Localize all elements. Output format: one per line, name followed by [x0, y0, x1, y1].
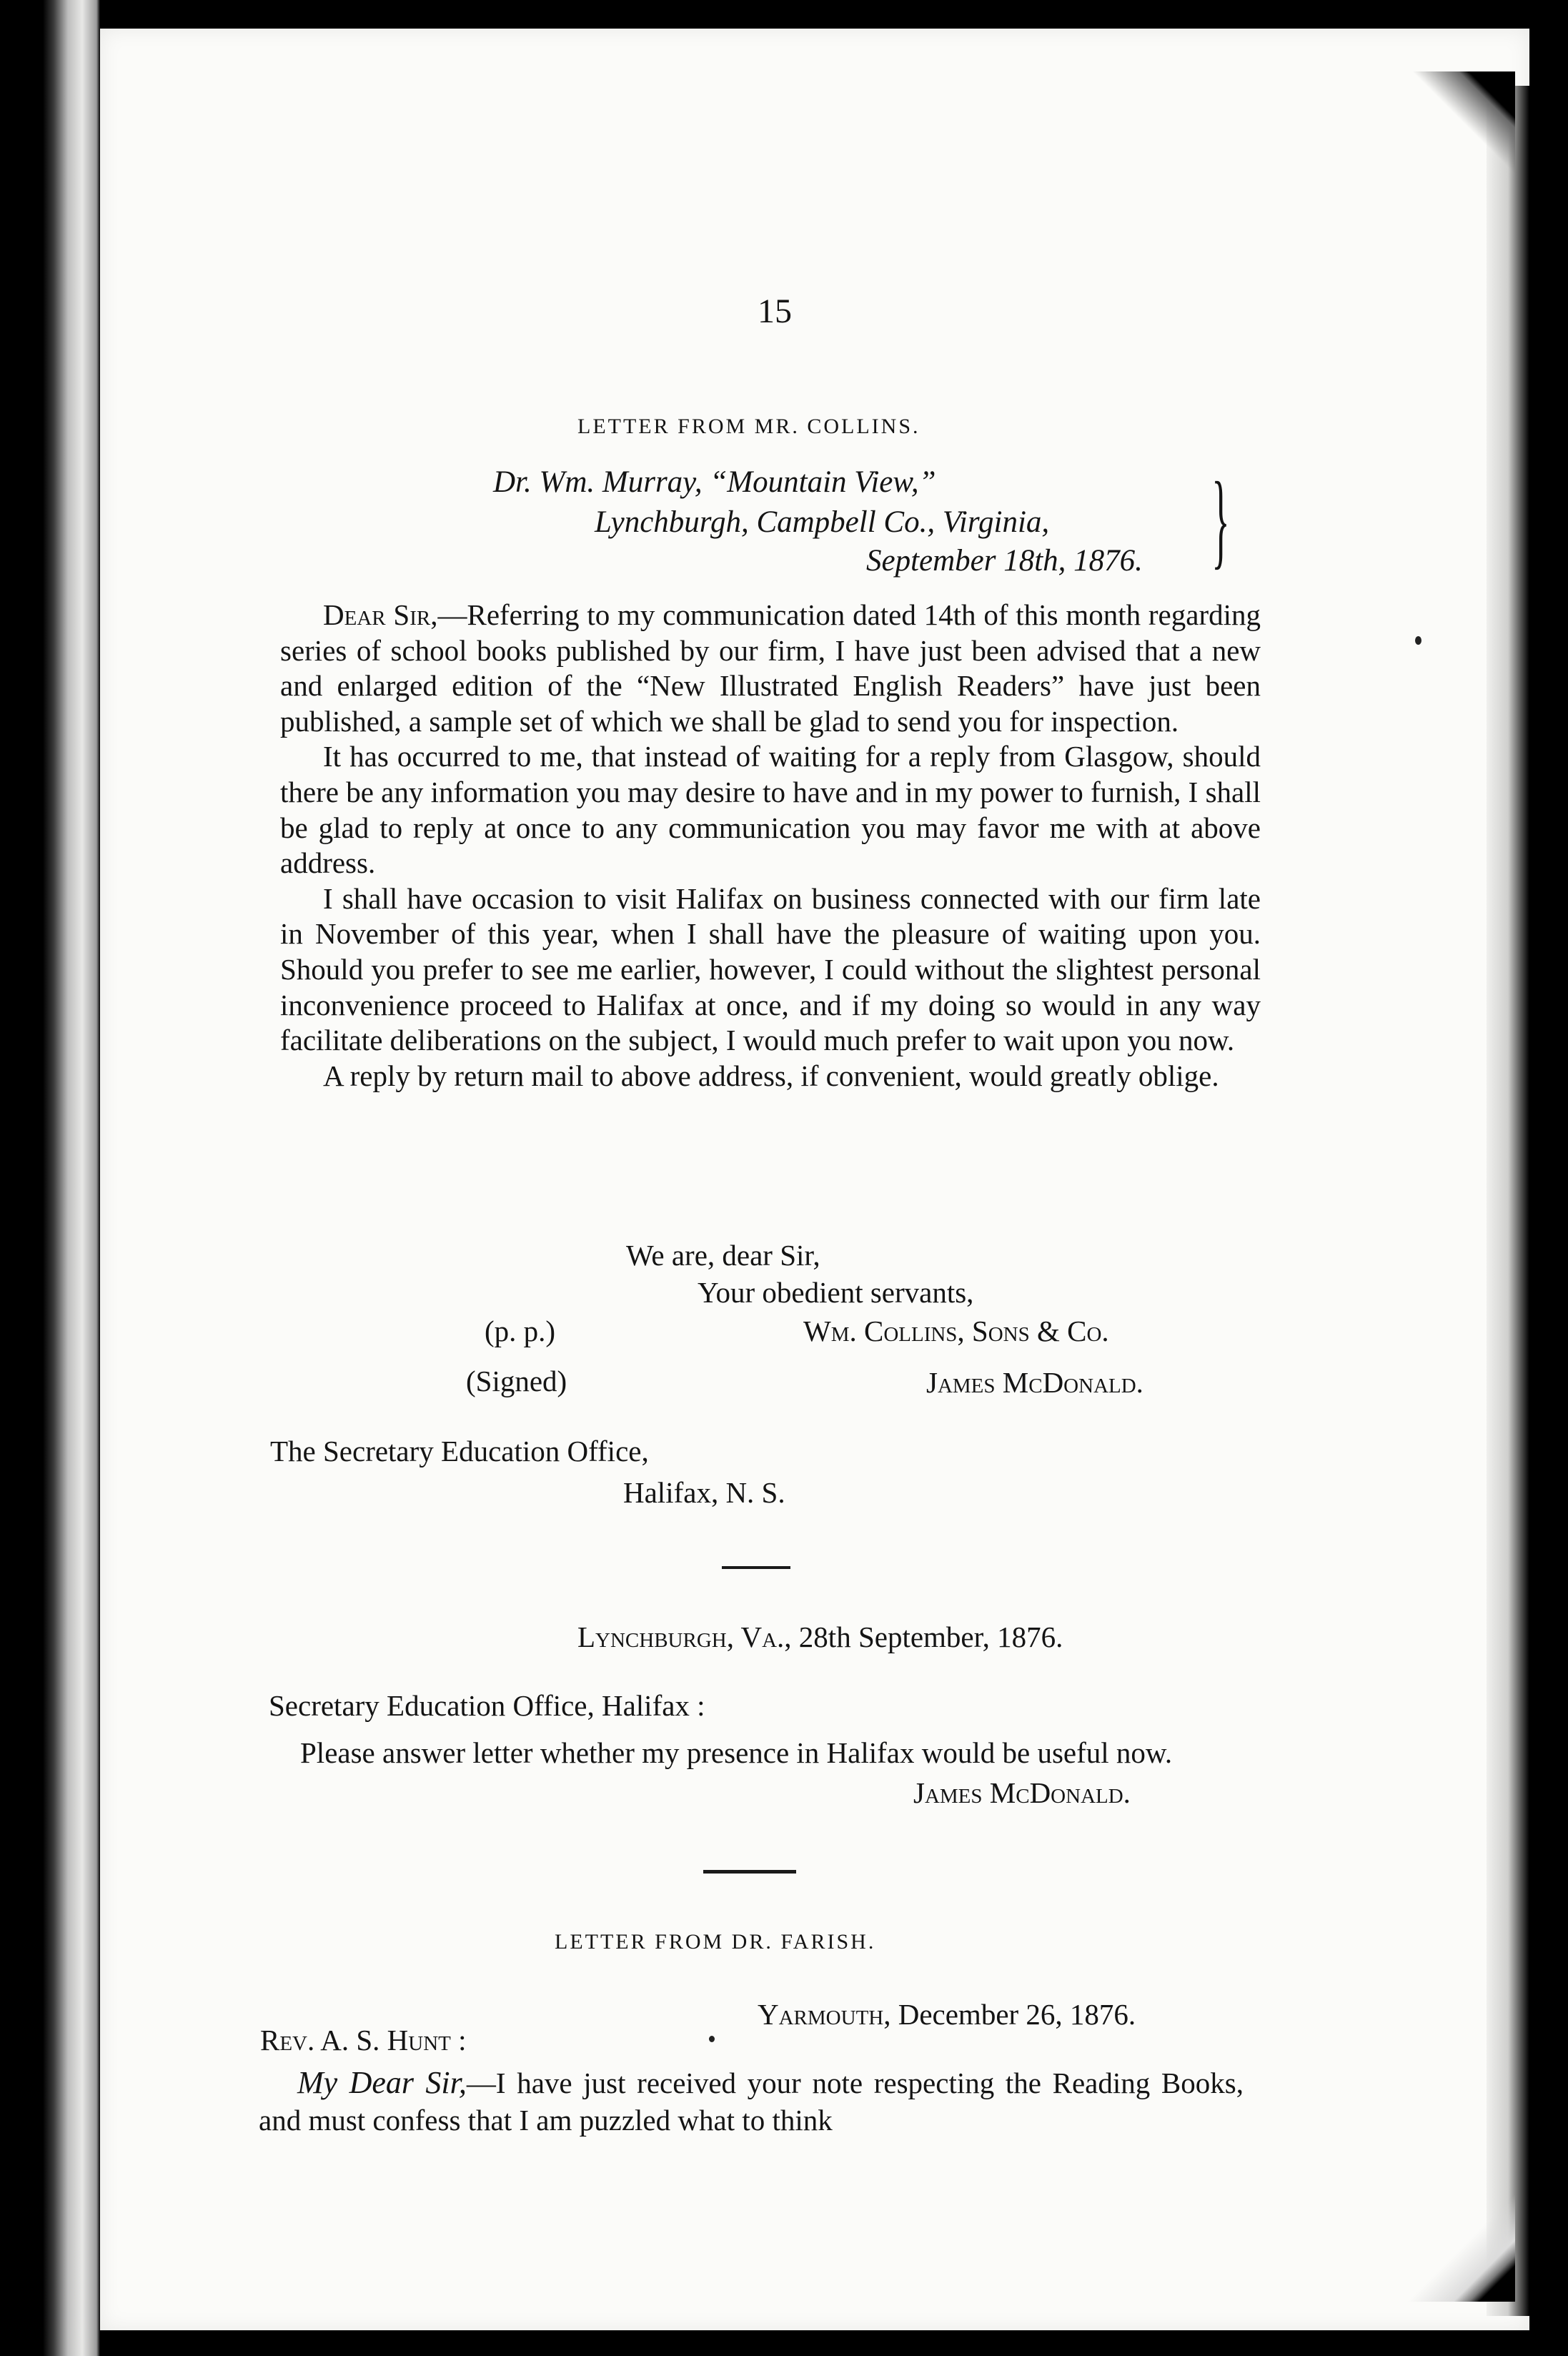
telegram-date-line [577, 1620, 1063, 1654]
ink-speck [709, 2036, 715, 2042]
telegram-signer: James McDonald. [913, 1776, 1131, 1809]
closing-line-1: We are, dear Sir, [626, 1239, 820, 1272]
page-corner-top-right [1401, 71, 1515, 214]
letter-paragraph-1: Dear Sir,—Referring to my communication dated 14th of this month regarding series of school books published by our firm, I have just been advised that a new and enlarged edition of the “New Illustrated English Readers” have just been published, a sample set of which we shall be glad to send you for inspection. [280, 598, 1261, 738]
section-divider [703, 1870, 796, 1874]
farish-place: Yarmouth [758, 1998, 884, 2031]
telegram-date: , 28th September, 1876. [784, 1620, 1063, 1653]
farish-date: , December 26, 1876. [883, 1998, 1136, 2031]
firm-signature: Wm. Collins, Sons & Co. [803, 1315, 1109, 1347]
address-brace: } [1211, 460, 1230, 579]
section-divider [722, 1566, 790, 1569]
farish-letter-body [259, 2064, 1244, 2139]
farish-salutation: My Dear Sir, [297, 2065, 467, 2100]
page-corner-bottom-right [1401, 2159, 1515, 2302]
telegram-body [269, 1736, 1241, 1770]
telegram-recipient: Secretary Education Office, Halifax : [269, 1689, 705, 1722]
address-line-2: Lynchburgh, Campbell Co., Virginia, [595, 505, 1050, 539]
collins-letter-body [280, 598, 1261, 1094]
address-line-1: Dr. Wm. Murray, “Mountain View,” [493, 465, 936, 499]
per-procurationem: (p. p.) [485, 1315, 556, 1347]
left-page-edge [0, 0, 100, 2356]
collins-letter-heading: LETTER FROM MR. COLLINS. [577, 415, 921, 438]
document-page [100, 29, 1529, 2330]
recipient-line-1: The Secretary Education Office, [270, 1435, 649, 1467]
ink-speck [1415, 636, 1421, 645]
farish-paragraph-1: My Dear Sir,—I have just received your note respecting the Reading Books, and must confess that I am puzzled what to think [259, 2065, 1244, 2137]
recipient-line-2: Halifax, N. S. [623, 1476, 785, 1509]
farish-recipient: Rev. A. S. Hunt : [260, 2024, 467, 2056]
right-page-edge [1487, 86, 1529, 2316]
telegram-place: Lynchburgh, Va. [577, 1620, 785, 1653]
page-number: 15 [758, 292, 792, 330]
telegram-text: Please answer letter whether my presence in Halifax would be useful now. [300, 1736, 1173, 1769]
closing-line-2: Your obedient servants, [698, 1276, 974, 1309]
farish-date-line [758, 1997, 1136, 2031]
farish-letter-heading: LETTER FROM DR. FARISH. [555, 1930, 876, 1954]
letter-paragraph-2: It has occurred to me, that instead of waiting for a reply from Glasgow, should there be any information you may desire to have and in my power to furnish, I shall be glad to reply at once to any communication you may favor me with at above address. [280, 740, 1261, 880]
letter-paragraph-4: A reply by return mail to above address, if convenient, would greatly oblige. [323, 1059, 1219, 1092]
signed-note: (Signed) [466, 1365, 567, 1397]
signer-name: James McDonald. [926, 1366, 1143, 1399]
salutation: Dear Sir, [323, 598, 438, 631]
letter-paragraph-3: I shall have occasion to visit Halifax on business connected with our firm late in November of this year, when I shall have the pleasure of waiting upon you. Should you prefer to see me earlier, however, I could without the slightest personal inconvenience proceed to Halifax at once, and if my doing so would in any way facilitate deliberations on the subject, I would much prefer to wait upon you now. [280, 881, 1261, 1057]
address-line-3: September 18th, 1876. [866, 544, 1143, 578]
